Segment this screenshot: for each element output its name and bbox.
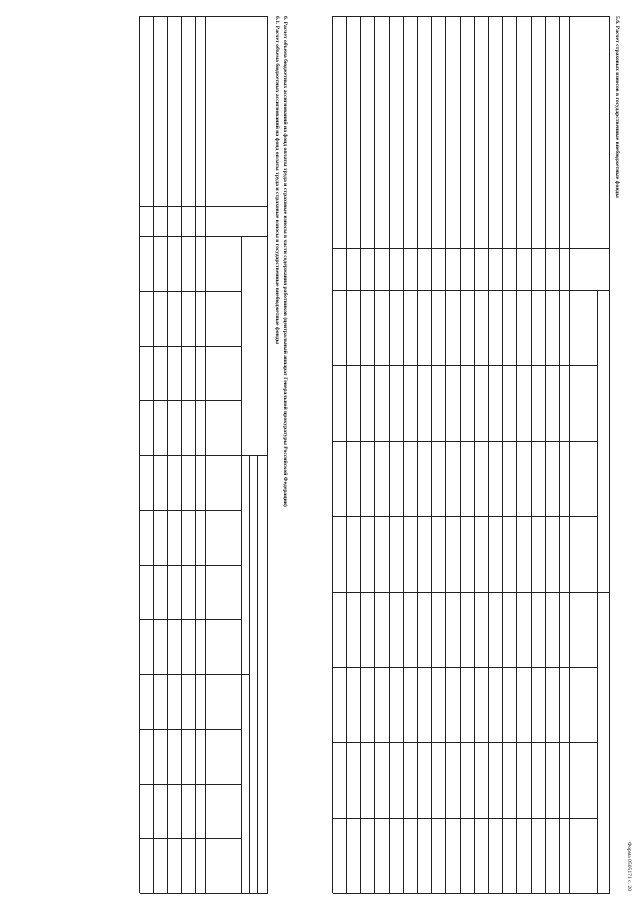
value-column-rule <box>333 742 598 743</box>
value-column-rule <box>333 818 598 819</box>
value-column-rule <box>333 441 598 442</box>
row-rule <box>502 16 503 893</box>
value-column-rule <box>333 365 598 366</box>
row-rule <box>389 16 390 893</box>
row-rule <box>460 16 461 893</box>
row-rule <box>403 16 404 893</box>
value-column-rule <box>140 565 242 566</box>
header-bottom-rule <box>559 16 560 893</box>
value-column-rule <box>140 838 242 839</box>
header-rule <box>569 16 570 893</box>
value-column-rule <box>140 510 242 511</box>
value-column-rule <box>140 619 242 620</box>
header-group-rule <box>257 455 258 893</box>
value-column-rule <box>333 667 598 668</box>
row-rule <box>417 16 418 893</box>
row-rule <box>488 16 489 893</box>
row-rule <box>445 16 446 893</box>
row-rule <box>346 16 347 893</box>
form-code: Форма 0505171 с. 20 <box>626 841 632 891</box>
row-rule <box>181 16 182 893</box>
row-rule <box>531 16 532 893</box>
row-rule <box>516 16 517 893</box>
value-column-rule <box>140 291 242 292</box>
row-rule <box>374 16 375 893</box>
table-left-rule <box>140 16 268 17</box>
code-column-rule <box>140 236 268 237</box>
row-rule <box>360 16 361 893</box>
table-right-rule <box>333 893 610 894</box>
row-rule <box>545 16 546 893</box>
value-column-rule <box>140 674 250 675</box>
value-column-rule <box>140 346 242 347</box>
value-column-rule <box>140 400 242 401</box>
row-rule <box>431 16 432 893</box>
table-top-rule <box>609 16 610 893</box>
value-column-rule <box>140 729 242 730</box>
section-6-1-title: 6.1. Расчет объема бюджетных ассигнований на фонд оплаты труда и страховые взносы в государственные внебюджетные фонды <box>274 16 280 344</box>
section-title: 5.6. Расчет страховых взносов в государственные внебюджетные фонды <box>614 16 620 198</box>
value-column-rule <box>333 516 598 517</box>
table-bottom-rule <box>332 16 333 893</box>
row-rule <box>167 16 168 893</box>
value-column-rule <box>140 784 242 785</box>
table-right-rule <box>140 893 268 894</box>
section-6-title: 6. Расчет объема бюджетных ассигнований на фонд оплаты труда и страховые взносы в части содержания работников (центральный аппарат Генеральной прокуратуры Российской Федерации) <box>282 16 288 507</box>
row-rule <box>153 16 154 893</box>
value-column-rule <box>140 455 268 456</box>
row-rule <box>474 16 475 893</box>
name-column-rule <box>140 206 268 207</box>
